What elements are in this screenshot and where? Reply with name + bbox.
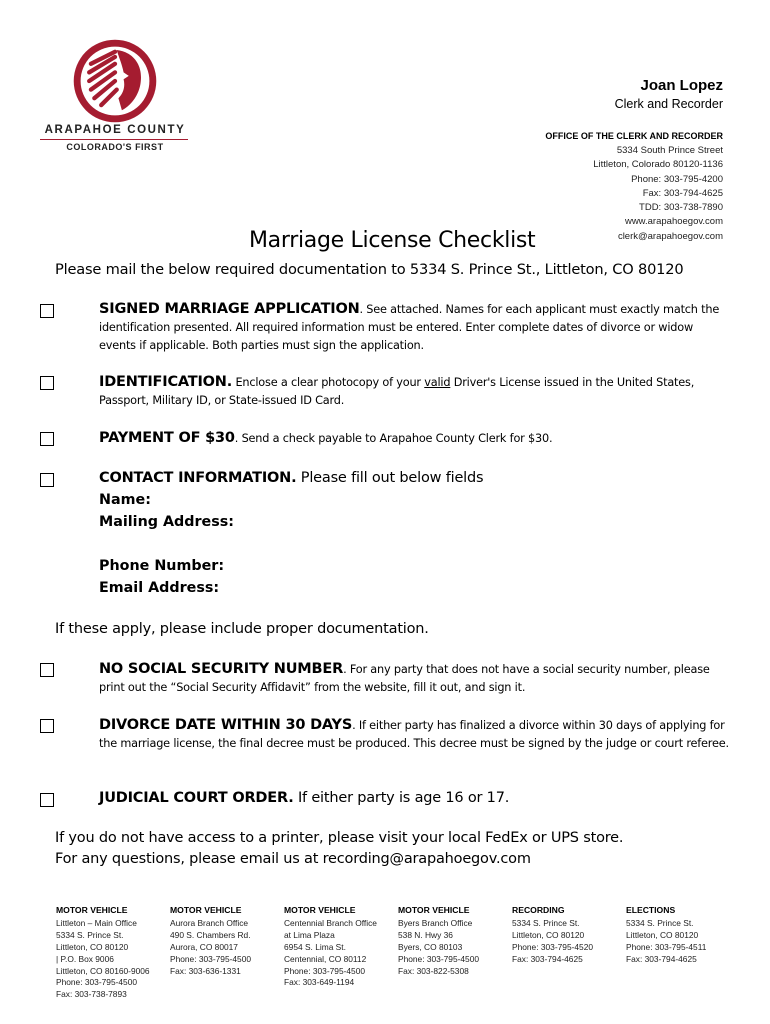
footer-line: 6954 S. Lima St. xyxy=(284,941,346,952)
footer-line: Littleton – Main Office xyxy=(56,917,137,928)
name-field-label: Name: xyxy=(99,492,151,508)
questions-note: For any questions, please email us at recording@arapahoegov.com xyxy=(55,851,531,867)
printer-note: If you do not have access to a printer, please visit your local FedEx or UPS store. xyxy=(55,830,624,846)
footer-line: Fax: 303-649-1194 xyxy=(284,977,355,988)
checkbox-contact-information[interactable] xyxy=(40,473,54,487)
footer-line: Aurora, CO 80017 xyxy=(170,941,238,952)
footer-line: 5334 S. Prince St. xyxy=(512,917,580,928)
footer-line: Fax: 303-822-5308 xyxy=(398,965,469,976)
item-divorce-date xyxy=(99,716,729,753)
office-phone: Phone: 303-795-4200 xyxy=(631,173,723,185)
footer-column-elections xyxy=(626,905,706,966)
office-email-link[interactable]: clerk@arapahoegov.com xyxy=(617,230,723,242)
footer-heading: MOTOR VEHICLE xyxy=(170,905,242,915)
office-address: 5334 South Prince Street xyxy=(616,145,723,156)
item-court-order xyxy=(99,789,729,808)
footer-column-mv-littleton xyxy=(56,905,150,1001)
footer-line: Byers Branch Office xyxy=(398,917,473,928)
clerk-title: Clerk and Recorder xyxy=(614,97,723,111)
checkbox-payment[interactable] xyxy=(40,432,54,446)
blank-line xyxy=(99,533,234,555)
county-tagline: COLORADO'S FIRST xyxy=(66,142,164,152)
footer-line: 490 S. Chambers Rd. xyxy=(170,929,251,940)
footer-line: Littleton, CO 80160-9006 xyxy=(56,965,150,976)
footer-line: 5334 S. Prince St. xyxy=(626,917,694,928)
item-heading: PAYMENT OF $30 xyxy=(99,430,235,446)
document-title: Marriage License Checklist xyxy=(249,228,536,253)
footer-line: Littleton, CO 80120 xyxy=(56,941,129,952)
footer-line: Phone: 303-795-4500 xyxy=(56,977,138,988)
item-identification xyxy=(99,373,729,410)
footer-heading: MOTOR VEHICLE xyxy=(284,905,356,915)
office-tdd: TDD: 303-738-7890 xyxy=(639,202,723,214)
item-heading: CONTACT INFORMATION. xyxy=(99,470,297,486)
item-heading: NO SOCIAL SECURITY NUMBER xyxy=(99,661,344,677)
footer-line: Fax: 303-794-4625 xyxy=(512,953,583,964)
footer-column-recording xyxy=(512,905,593,966)
footer-line: Littleton, CO 80120 xyxy=(512,929,585,940)
mail-instruction: Please mail the below required documentation to 5334 S. Prince St., Littleton, CO 80120 xyxy=(55,261,684,278)
closing-notes xyxy=(55,828,623,870)
item-heading: SIGNED MARRIAGE APPLICATION xyxy=(99,301,360,317)
item-text: If either party is age 16 or 17. xyxy=(293,790,510,806)
item-no-ssn xyxy=(99,660,729,697)
footer-column-mv-centennial xyxy=(284,905,377,989)
item-text: Please fill out below fields xyxy=(296,470,484,486)
optional-intro: If these apply, please include proper documentation. xyxy=(55,621,429,637)
footer-line: Fax: 303-636-1331 xyxy=(170,965,241,976)
footer-line: Phone: 303-795-4500 xyxy=(398,953,480,964)
footer-line: Fax: 303-738-7893 xyxy=(56,989,127,1000)
item-text: . Send a check payable to Arapahoe County Clerk for $30. xyxy=(234,432,553,445)
checkbox-court-order[interactable] xyxy=(40,793,54,807)
item-text: Driver's License issued in the United States, Passport, Military ID, or State-issued ID Card. xyxy=(99,376,695,407)
office-website-link[interactable]: www.arapahoegov.com xyxy=(624,216,723,228)
office-contact xyxy=(593,144,723,244)
item-text: Enclose a clear photocopy of your xyxy=(232,376,425,389)
mailing-address-field-label: Mailing Address: xyxy=(99,514,234,530)
phone-number-field-label: Phone Number: xyxy=(99,558,225,574)
footer-column-mv-byers xyxy=(398,905,479,977)
footer-heading: MOTOR VEHICLE xyxy=(56,905,128,915)
item-payment xyxy=(99,429,729,448)
logo-divider xyxy=(40,139,188,140)
footer-line: Phone: 303-795-4520 xyxy=(512,941,594,952)
office-name: OFFICE OF THE CLERK AND RECORDER xyxy=(545,131,723,141)
clerk-name: Joan Lopez xyxy=(640,77,723,94)
footer-line: Centennial Branch Office xyxy=(284,917,377,928)
item-contact-information xyxy=(99,469,729,488)
footer-line: at Lima Plaza xyxy=(284,929,335,940)
contact-fields xyxy=(99,489,234,599)
checkbox-divorce-date[interactable] xyxy=(40,719,54,733)
item-heading: JUDICIAL COURT ORDER. xyxy=(99,790,294,806)
checkbox-no-ssn[interactable] xyxy=(40,663,54,677)
footer-line: Fax: 303-794-4625 xyxy=(626,953,697,964)
item-heading: IDENTIFICATION. xyxy=(99,374,233,390)
native-american-profile-logo-icon xyxy=(72,38,158,124)
checkbox-signed-application[interactable] xyxy=(40,304,54,318)
office-fax: Fax: 303-794-4625 xyxy=(642,187,723,199)
item-text: . If either party has finalized a divorce within 30 days of applying for the marriage license, the final decree must be produced. This decree must be signed by the judge or court referee. xyxy=(99,719,729,750)
item-text-underlined: valid xyxy=(424,376,451,389)
footer-line: Phone: 303-795-4511 xyxy=(626,941,707,952)
footer-line: | P.O. Box 9006 xyxy=(56,953,114,964)
footer-line: Littleton, CO 80120 xyxy=(626,929,699,940)
footer-line: Phone: 303-795-4500 xyxy=(170,953,252,964)
footer-line: Aurora Branch Office xyxy=(170,917,249,928)
email-address-field-label: Email Address: xyxy=(99,580,220,596)
item-signed-application xyxy=(99,300,729,355)
footer-heading: RECORDING xyxy=(512,905,565,915)
county-name: ARAPAHOE COUNTY xyxy=(44,124,186,136)
office-city: Littleton, Colorado 80120-1136 xyxy=(593,159,723,171)
footer-column-mv-aurora xyxy=(170,905,251,977)
footer-line: Byers, CO 80103 xyxy=(398,941,463,952)
checkbox-identification[interactable] xyxy=(40,376,54,390)
footer-line: 538 N. Hwy 36 xyxy=(398,929,453,940)
item-heading: DIVORCE DATE WITHIN 30 DAYS xyxy=(99,717,353,733)
item-text: . For any party that does not have a social security number, please print out the “Social Security Affidavit” from the website, fill it out, and sign it. xyxy=(99,663,710,694)
footer-line: Phone: 303-795-4500 xyxy=(284,965,366,976)
footer-heading: MOTOR VEHICLE xyxy=(398,905,470,915)
footer-line: 5334 S. Prince St. xyxy=(56,929,124,940)
footer-line: Centennial, CO 80112 xyxy=(284,953,367,964)
item-text: . See attached. Names for each applicant must exactly match the identification presented. All required information must be entered. Enter complete dates of divorce or widow events if applicable. Both parties must sign the application. xyxy=(99,303,720,352)
footer-heading: ELECTIONS xyxy=(626,905,676,915)
